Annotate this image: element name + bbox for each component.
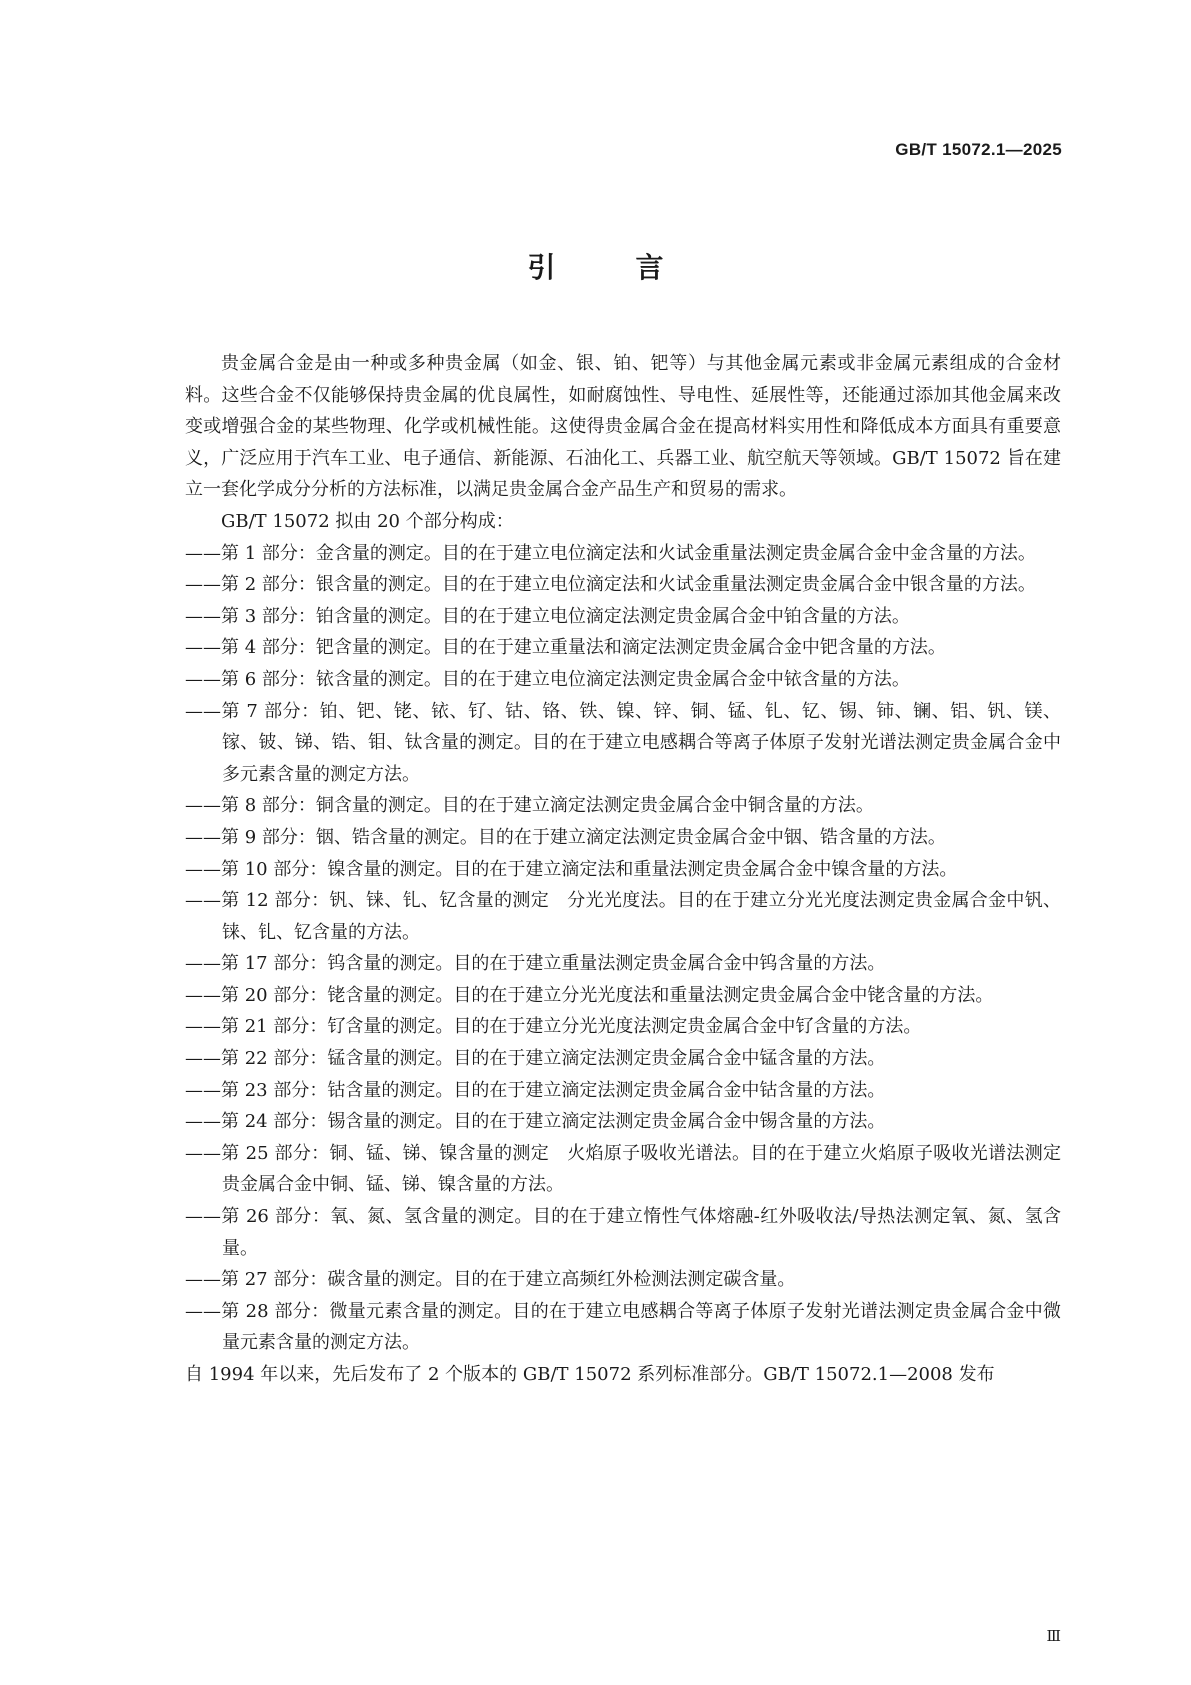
list-item: ——第 10 部分：镍含量的测定。目的在于建立滴定法和重量法测定贵金属合金中镍含量的方法。 — [185, 858, 958, 880]
list-item: ——第 17 部分：钨含量的测定。目的在于建立重量法测定贵金属合金中钨含量的方法。 — [185, 953, 886, 975]
list-item: ——第 8 部分：铜含量的测定。目的在于建立滴定法测定贵金属合金中铜含量的方法。 — [185, 795, 874, 817]
list-item: ——第 7 部分：铂、钯、铑、铱、钌、钴、铬、铁、镍、锌、铜、锰、钆、钇、锡、铈、镧、铝、钒、镁、镓、铍、锑、锆、钼、钛含量的测定。目的在于建立电感耦合等离子体原子发射光谱法测定贵金属合金中多元素含量的测定方法。 — [185, 700, 1061, 785]
list-item: ——第 9 部分：铟、锆含量的测定。目的在于建立滴定法测定贵金属合金中铟、锆含量的方法。 — [185, 826, 946, 848]
list-item: ——第 24 部分：锡含量的测定。目的在于建立滴定法测定贵金属合金中锡含量的方法。 — [185, 1111, 886, 1133]
list-item: ——第 21 部分：钌含量的测定。目的在于建立分光光度法测定贵金属合金中钌含量的方法。 — [185, 1016, 922, 1038]
list-item: ——第 1 部分：金含量的测定。目的在于建立电位滴定法和火试金重量法测定贵金属合金中金含量的方法。 — [185, 542, 1036, 564]
list-item: ——第 23 部分：钴含量的测定。目的在于建立滴定法测定贵金属合金中钴含量的方法。 — [185, 1079, 886, 1101]
list-item: ——第 6 部分：铱含量的测定。目的在于建立电位滴定法测定贵金属合金中铱含量的方法。 — [185, 668, 910, 690]
history-paragraph: 自 1994 年以来，先后发布了 2 个版本的 GB/T 15072 系列标准部分。GB/T 15072.1—2008 发布 — [185, 1364, 995, 1385]
list-item: ——第 2 部分：银含量的测定。目的在于建立电位滴定法和火试金重量法测定贵金属合金中银含量的方法。 — [185, 574, 1036, 596]
list-item: ——第 3 部分：铂含量的测定。目的在于建立电位滴定法测定贵金属合金中铂含量的方法。 — [185, 605, 910, 627]
list-item: ——第 25 部分：铜、锰、锑、镍含量的测定 火焰原子吸收光谱法。目的在于建立火焰原子吸收光谱法测定贵金属合金中铜、锰、锑、镍含量的方法。 — [185, 1142, 1061, 1196]
list-item: ——第 22 部分：锰含量的测定。目的在于建立滴定法测定贵金属合金中锰含量的方法。 — [185, 1048, 886, 1070]
parts-list — [185, 538, 1061, 1359]
list-item: ——第 4 部分：钯含量的测定。目的在于建立重量法和滴定法测定贵金属合金中钯含量的方法。 — [185, 637, 946, 659]
standard-code: GB/T 15072.1—2025 — [895, 140, 1062, 159]
section-title: 引言 — [527, 251, 744, 284]
intro-paragraph: 贵金属合金是由一种或多种贵金属（如金、银、铂、钯等）与其他金属元素或非金属元素组成的合金材料。这些合金不仅能够保持贵金属的优良属性，如耐腐蚀性、导电性、延展性等，还能通过添加其他金属来改变或增强合金的某些物理、化学或机械性能。这使得贵金属合金在提高材料实用性和降低成本方面具有重要意义，广泛应用于汽车工业、电子通信、新能源、石油化工、兵器工业、航空航天等领域。GB/T 15072 旨在建立一套化学成分分析的方法标准，以满足贵金属合金产品生产和贸易的需求。 — [185, 353, 1061, 501]
list-item: ——第 12 部分：钒、铼、钆、钇含量的测定 分光光度法。目的在于建立分光光度法测定贵金属合金中钒、铼、钆、钇含量的方法。 — [185, 890, 1061, 943]
document-body — [185, 348, 1061, 1391]
list-item: ——第 20 部分：铑含量的测定。目的在于建立分光光度法和重量法测定贵金属合金中铑含量的方法。 — [185, 984, 994, 1006]
list-item: ——第 28 部分：微量元素含量的测定。目的在于建立电感耦合等离子体原子发射光谱法测定贵金属合金中微量元素含量的测定方法。 — [185, 1300, 1061, 1354]
list-item: ——第 27 部分：碳含量的测定。目的在于建立高频红外检测法测定碳含量。 — [185, 1269, 796, 1291]
parts-intro: GB/T 15072 拟由 20 个部分构成： — [221, 510, 514, 532]
page-number: Ⅲ — [1046, 1629, 1061, 1645]
list-item: ——第 26 部分：氧、氮、氢含量的测定。目的在于建立惰性气体熔融-红外吸收法/导热法测定氧、氮、氢含量。 — [185, 1206, 1061, 1259]
